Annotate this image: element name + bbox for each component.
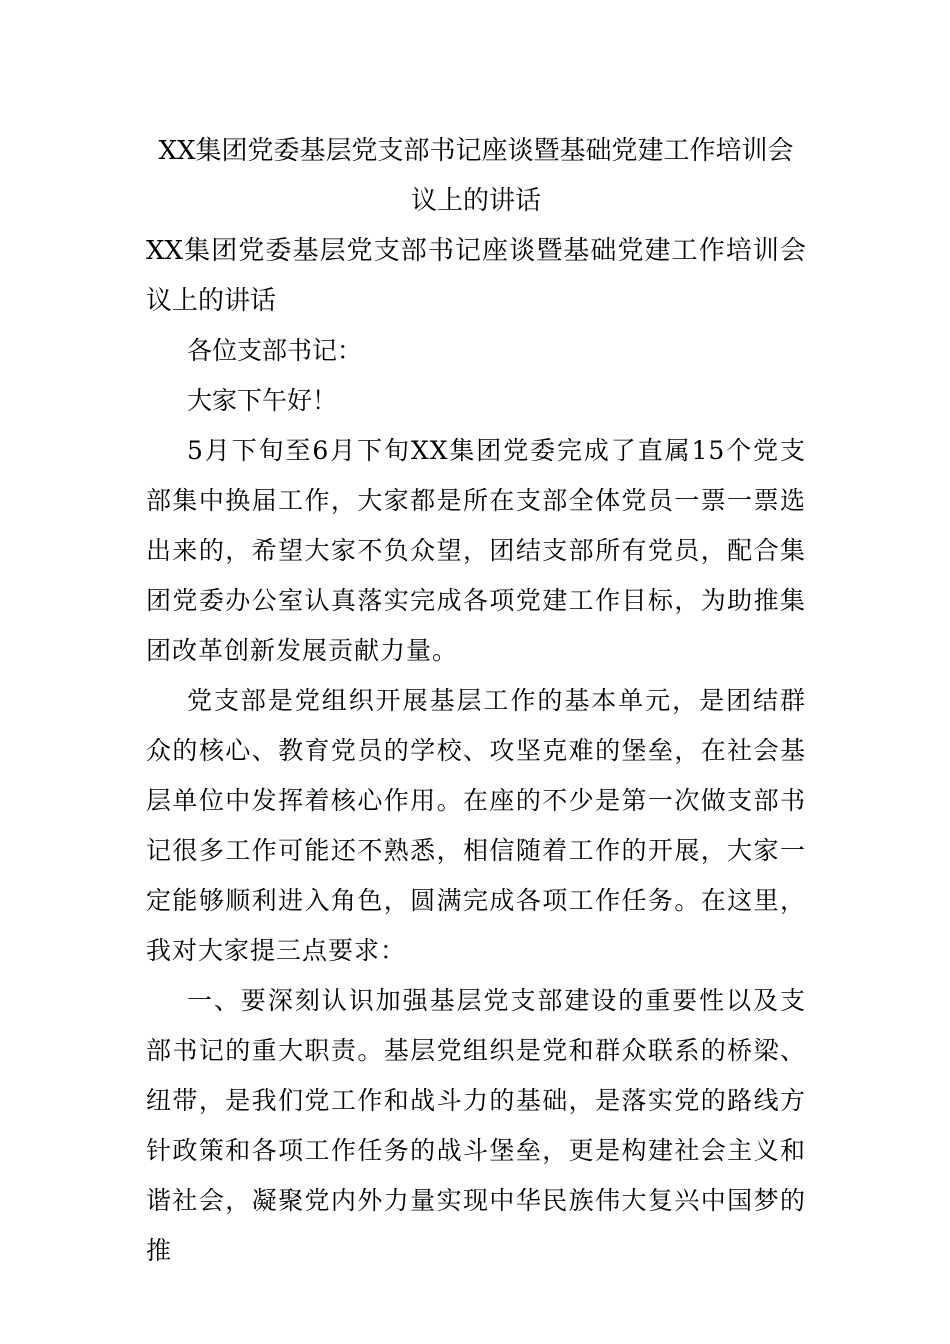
document-title: XX集团党委基层党支部书记座谈暨基础党建工作培训会议上的讲话 xyxy=(158,136,794,216)
paragraph-2: 党支部是党组织开展基层工作的基本单元，是团结群众的核心、教育党员的学校、攻坚克难的堡垒，在社会基层单位中发挥着核心作用。在座的不少是第一次做支部书记很多工作可能还不熟悉，相信随着工作的开展，大家一定能够顺利进入角色，圆满完成各项工作任务。在这里，我对大家提三点要求： xyxy=(146,686,806,965)
salutation: 各位支部书记： xyxy=(187,336,363,365)
greeting: 大家下午好！ xyxy=(187,386,338,415)
paragraph-3: 一、要深刻认识加强基层党支部建设的重要性以及支部书记的重大职责。基层党组织是党和群众联系的桥梁、纽带，是我们党工作和战斗力的基础，是落实党的路线方针政策和各项工作任务的战斗堡垒，更是构建社会主义和谐社会，凝聚党内外力量实现中华民族伟大复兴中国梦的推 xyxy=(146,986,806,1265)
paragraph-1: 5月下旬至6月下旬XX集团党委完成了直属15个党支部集中换届工作，大家都是所在支部全体党员一票一票选出来的，希望大家不负众望，团结支部所有党员，配合集团党委办公室认真落实完成各项党建工作目标，为助推集团改革创新发展贡献力量。 xyxy=(146,436,806,665)
document-page xyxy=(146,126,806,1276)
document-repeat-title: XX集团党委基层党支部书记座谈暨基础党建工作培训会议上的讲话 xyxy=(146,236,806,316)
